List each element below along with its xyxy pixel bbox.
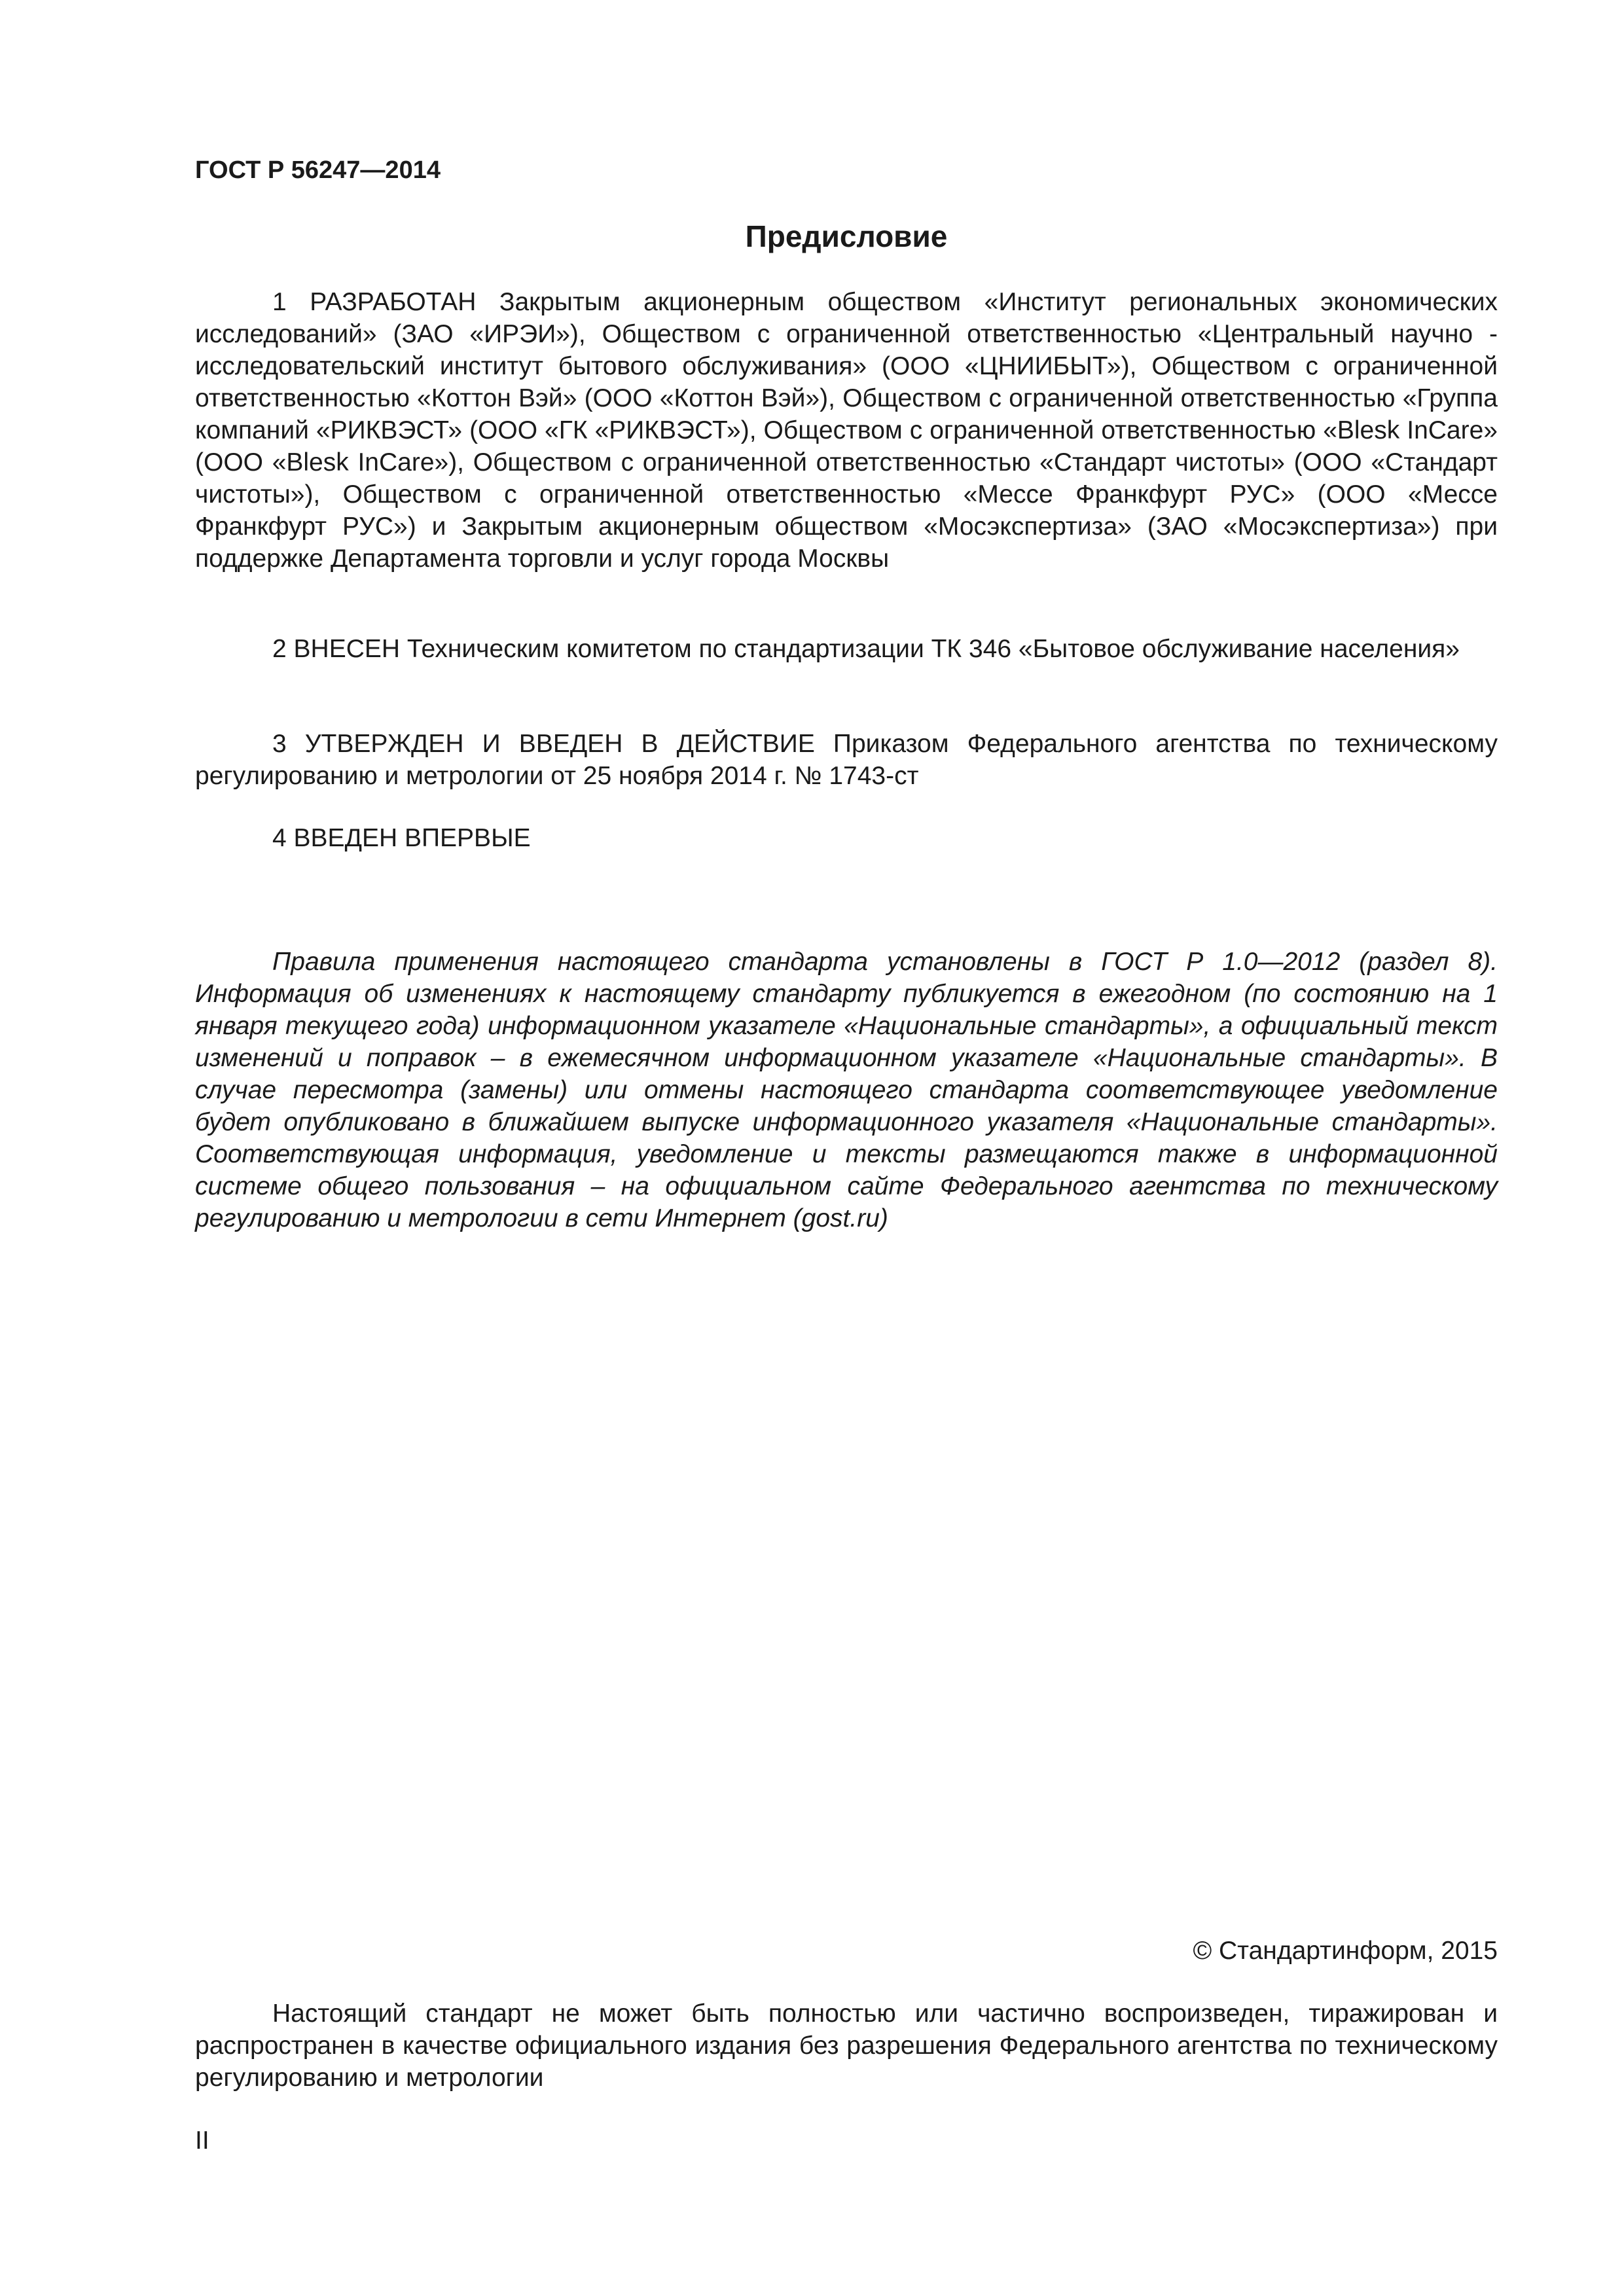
copyright-notice: © Стандартинформ, 2015: [1193, 1937, 1498, 1965]
page-number: II: [195, 2126, 209, 2155]
preface-item-4: 4 ВВЕДЕН ВПЕРВЫЕ: [272, 824, 531, 852]
application-rules-note: Правила применения настоящего стандарта установлены в ГОСТ Р 1.0—2012 (раздел 8). Информация об изменениях к настоящему стандарту публикуется в ежегодном (по состоянию на 1 января текущего года) информационном указателе «Национальные стандарты», а официальный текст изменений и поправок – в ежемесячном информационном указателе «Национальные стандарты». В случае пересмотра (замены) или отмены настоящего стандарта соответствующее уведомление будет опубликовано в ближайшем выпуске информационного указателя «Национальные стандарты». Соответствующая информация, уведомление и тексты размещаются также в информационной системе общего пользования – на официальном сайте Федерального агентства по техническому регулированию и метрологии в сети Интернет (gost.ru): [195, 948, 1498, 1232]
preface-item-2: 2 ВНЕСЕН Техническим комитетом по стандартизации ТК 346 «Бытовое обслуживание населения»: [272, 635, 1460, 663]
document-header: ГОСТ Р 56247—2014: [195, 156, 441, 184]
reproduction-notice: Настоящий стандарт не может быть полностью или частично воспроизведен, тиражирован и распространен в качестве официального издания без разрешения Федерального агентства по техническому регулированию и метрологии: [195, 2000, 1498, 2092]
preface-item-3: 3 УТВЕРЖДЕН И ВВЕДЕН В ДЕЙСТВИЕ Приказом Федерального агентства по техническому регулированию и метрологии от 25 ноября 2014 г. № 1743-ст: [195, 730, 1498, 790]
page-title: Предисловие: [745, 219, 948, 253]
preface-item-1: 1 РАЗРАБОТАН Закрытым акционерным обществом «Институт региональных экономических исследований» (ЗАО «ИРЭИ»), Обществом с ограниченной ответственностью «Центральный научно - исследовательский институт бытового обслуживания» (ООО «ЦНИИБЫТ»), Обществом с ограниченной ответственностью «Коттон Вэй» (ООО «Коттон Вэй»), Обществом с ограниченной ответственностью «Группа компаний «РИКВЭСТ» (ООО «ГК «РИКВЭСТ»), Обществом с ограниченной ответственностью «Blesk InCare» (ООО «Blesk InCare»), Обществом с ограниченной ответственностью «Стандарт чистоты» (ООО «Стандарт чистоты»), Обществом с ограниченной ответственностью «Мессе Франкфурт РУС» (ООО «Мессе Франкфурт РУС») и Закрытым акционерным обществом «Мосэкспертиза» (ЗАО «Мосэкспертиза») при поддержке Департамента торговли и услуг города Москвы: [195, 288, 1498, 573]
